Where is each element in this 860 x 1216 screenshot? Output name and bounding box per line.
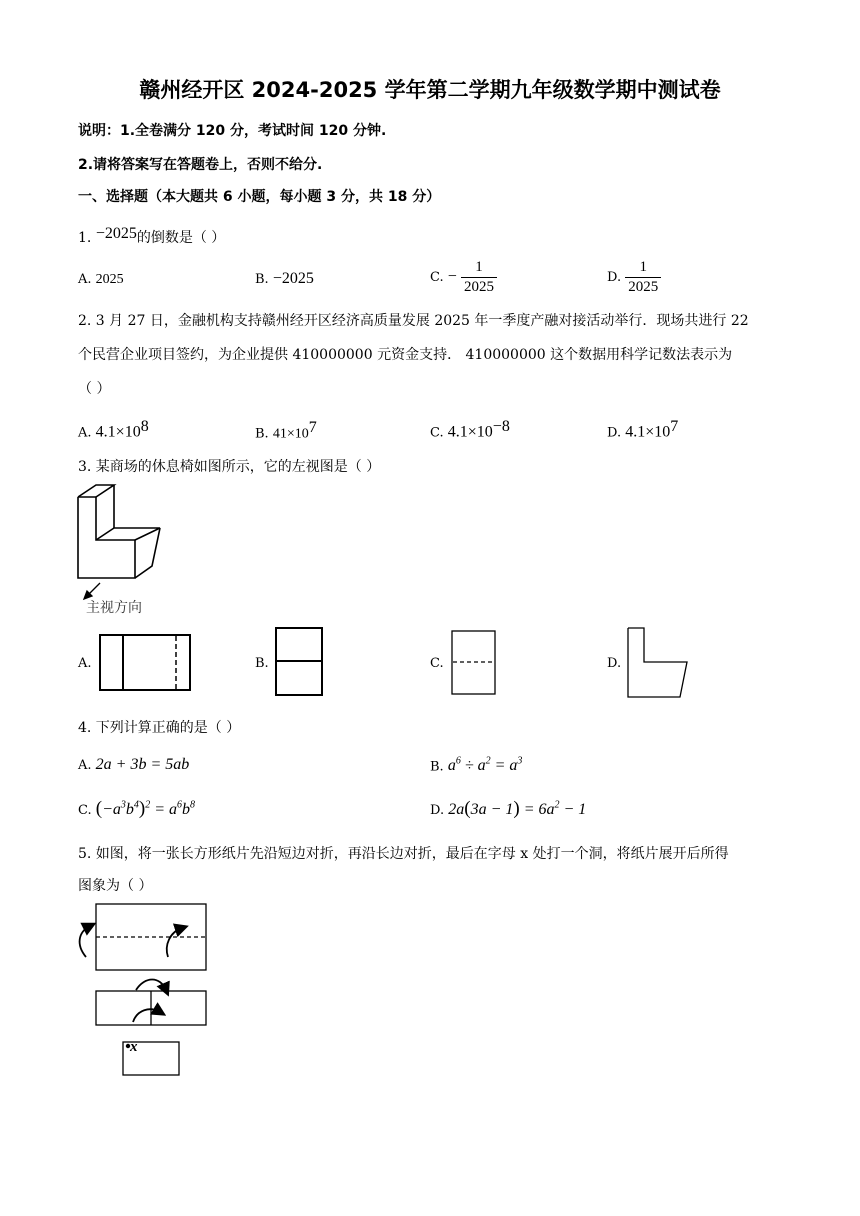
q2-option-d[interactable] (607, 418, 678, 441)
option-label: B. (255, 426, 269, 442)
q1-stem (78, 227, 225, 247)
fraction-denominator: 2025 (463, 279, 494, 295)
exponent: 7 (670, 418, 679, 435)
q1-option-a[interactable] (78, 272, 124, 288)
exam-note-2: 2.请将答案写在答题卷上，否则不给分. (78, 157, 323, 173)
q3-view-direction-caption: 主视方向 (86, 600, 142, 616)
q1-option-b[interactable] (255, 270, 314, 288)
q4-option-a[interactable] (78, 756, 189, 774)
section-heading-choice: 一、选择题（本大题共 6 小题，每小题 3 分，共 18 分） (78, 189, 441, 205)
fraction-numerator: 1 (625, 258, 661, 278)
option-value: 4.1×10 (95, 423, 141, 441)
fraction (625, 258, 661, 297)
option-label: A. (78, 272, 92, 287)
option-label: D. (607, 270, 622, 285)
q4-option-c[interactable] (78, 798, 195, 820)
exponent: −8 (492, 418, 510, 435)
q1-option-c[interactable] (430, 258, 497, 297)
option-label: B. (255, 272, 269, 287)
q2-option-c[interactable] (430, 418, 510, 441)
option-label: C. (430, 270, 444, 285)
exponent: 8 (140, 418, 149, 435)
option-value: 4.1×10 (625, 423, 671, 441)
fraction-denominator: 2025 (628, 279, 659, 295)
q2-option-b[interactable] (255, 419, 317, 442)
option-value: 41×10 (272, 426, 309, 442)
option-expression: $(-a^3b^4)^2 = a^6b^8$ (95, 798, 196, 819)
q3-option-b[interactable]: B. (255, 656, 269, 671)
minus-sign: − (447, 268, 457, 285)
option-label: C. (78, 803, 92, 818)
q3-stem: 3. 某商场的休息椅如图所示，它的左视图是（ ） (78, 459, 381, 475)
q3-option-c[interactable]: C. (430, 656, 444, 671)
exponent: 7 (308, 419, 317, 436)
page-title: 赣州经开区 2024-2025 学年第二学期九年级数学期中测试卷 (139, 78, 721, 102)
option-value: −2025 (272, 270, 314, 287)
q3-option-d[interactable]: D. (607, 656, 622, 671)
q4-stem: 4. 下列计算正确的是（ ） (78, 720, 241, 736)
option-label: D. (607, 425, 622, 441)
fraction (461, 258, 497, 297)
option-value: 4.1×10 (447, 423, 493, 441)
q1-stem-text: 的倒数是（ ） (136, 230, 226, 246)
q5-line-2: 图象为（ ） (78, 878, 153, 894)
option-expression: $2a(3a - 1) = 6a^2 - 1$ (448, 798, 587, 819)
q4-option-b[interactable] (430, 756, 522, 775)
option-value: 2025 (95, 272, 124, 287)
q2-option-a[interactable] (78, 418, 149, 441)
option-label: A. (78, 425, 92, 441)
option-label: D. (430, 803, 445, 818)
fraction-numerator: 1 (461, 258, 497, 278)
exam-note-1: 说明：1.全卷满分 120 分，考试时间 120 分钟. (78, 123, 387, 139)
q1-number: 1. (78, 230, 92, 246)
option-expression: $a^6 \div a^2 = a^3$ (447, 756, 523, 775)
option-label: C. (430, 425, 444, 441)
q2-line-2: 个民营企业项目签约，为企业提供 410000000 元资金支持． 410000000 这个数据用科学记数法表示为 (78, 347, 733, 363)
option-label: B. (430, 759, 444, 775)
q4-option-d[interactable] (430, 798, 586, 820)
q1-option-d[interactable] (607, 258, 661, 297)
q2-line-3: （ ） (78, 381, 111, 397)
q5-line-1: 5. 如图，将一张长方形纸片先沿短边对折，再沿长边对折，最后在字母 x 处打一个洞，将纸片展开后所得 (78, 846, 729, 862)
q5-hole-letter: x (130, 1039, 138, 1055)
option-label: A. (78, 758, 92, 773)
q2-line-1: 2. 3 月 27 日，金融机构支持赣州经开区经济高质量发展 2025 年一季度产融对接活动举行．现场共进行 22 (78, 313, 749, 329)
q3-option-a[interactable]: A. (78, 656, 92, 671)
q1-expression: −2025 (95, 225, 137, 242)
option-expression: 2a + 3b = 5ab (95, 756, 190, 773)
